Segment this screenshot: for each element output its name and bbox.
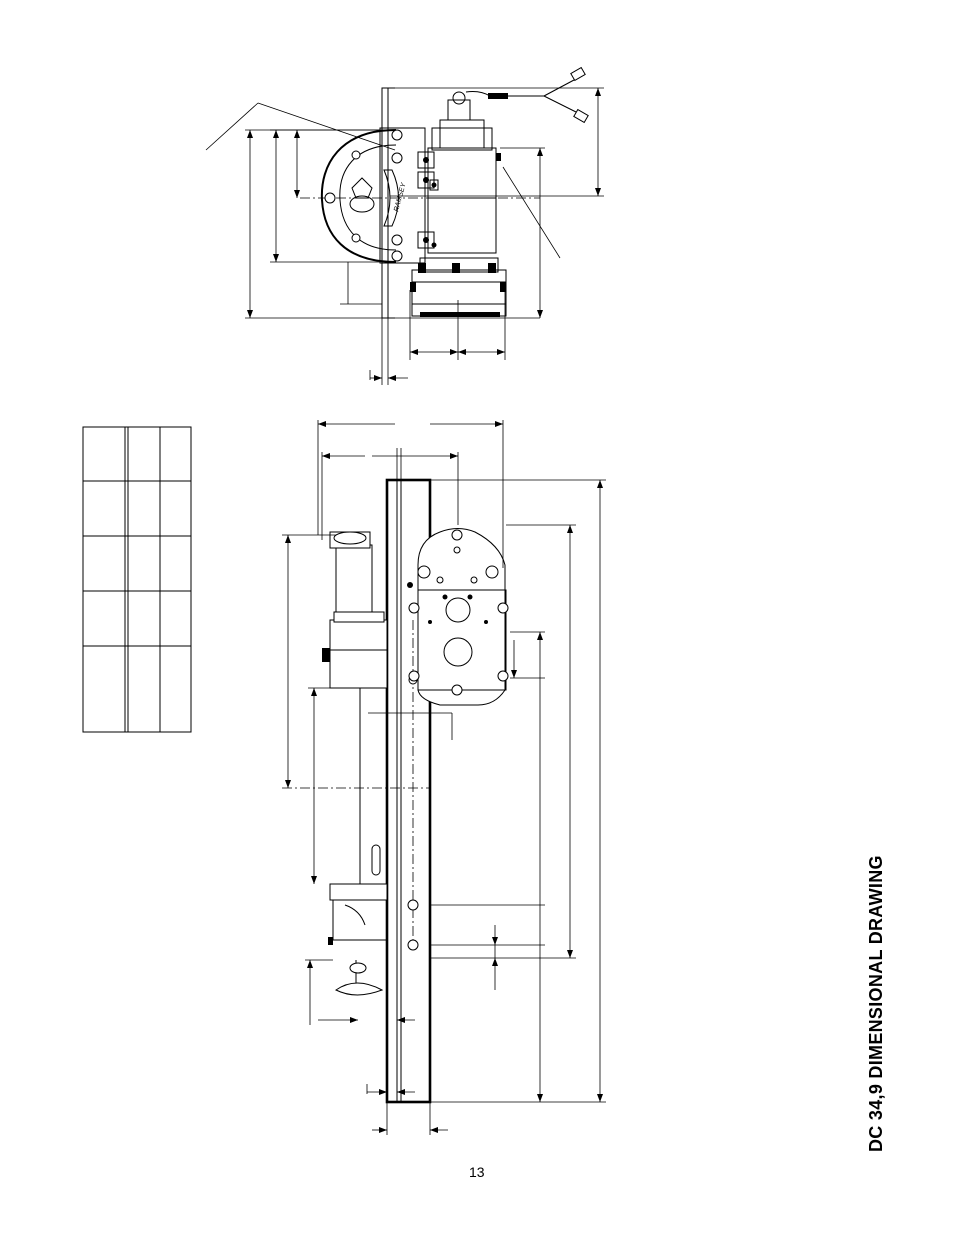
dimension-table xyxy=(83,427,191,732)
page-number: 13 xyxy=(469,1164,485,1180)
end-view-drawing xyxy=(206,68,604,385)
logo-text: RAMSEY xyxy=(393,182,408,213)
side-view-drawing xyxy=(282,420,606,1135)
page-title: DC 34,9 DIMENSIONAL DRAWING xyxy=(866,855,886,1152)
